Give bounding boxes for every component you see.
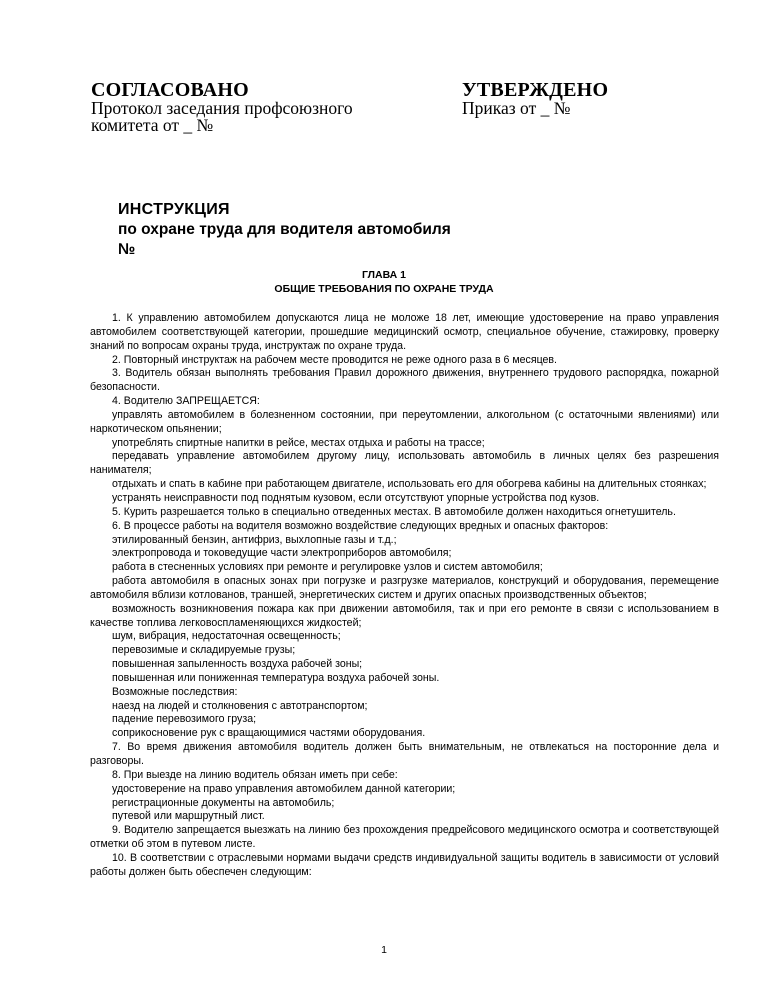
approval-block-approved xyxy=(462,80,608,117)
chapter-name: ОБЩИЕ ТРЕБОВАНИЯ ПО ОХРАНЕ ТРУДА xyxy=(274,283,494,295)
paragraph: 9. Водителю запрещается выезжать на линию без прохождения предрейсового медицинского осмотра и соответствующей отметки об этом в путевом листе. xyxy=(90,824,719,851)
list-item: отдыхать и спать в кабине при работающем двигателе, использовать его для обогрева кабины на длительных стоянках; xyxy=(112,478,707,491)
instruction-body xyxy=(90,312,719,880)
approval-block-agreed xyxy=(91,80,353,134)
agreed-heading: СОГЛАСОВАНО xyxy=(91,79,249,101)
list-item: этилированный бензин, антифриз, выхлопные газы и т.д.; xyxy=(112,533,397,546)
chapter-heading xyxy=(90,268,678,296)
list-item: регистрационные документы на автомобиль; xyxy=(112,796,335,809)
list-item: повышенная запыленность воздуха рабочей зоны; xyxy=(112,658,363,671)
list-item: возможность возникновения пожара как при движении автомобиля, так и при его ремонте в связи с использованием в качестве топлива легковоспламеняющихся жидкостей; xyxy=(90,602,719,629)
paragraph: 8. При выезде на линию водитель обязан иметь при себе: xyxy=(112,768,398,781)
paragraph: 1. К управлению автомобилем допускаются лица не моложе 18 лет, имеющие удостоверение на право управления автомобилем соответствующей категории, прошедшие медицинский осмотр, специальное обучение, стажировку, проверку знаний по вопросам охраны труда, инструктаж по охране труда. xyxy=(90,312,719,352)
list-item: путевой или маршрутный лист. xyxy=(112,810,265,823)
list-item: работа в стесненных условиях при ремонте и регулировке узлов и систем автомобиля; xyxy=(112,561,543,574)
list-item: наезд на людей и столкновения с автотранспортом; xyxy=(112,699,368,712)
paragraph: 4. Водителю ЗАПРЕЩАЕТСЯ: xyxy=(112,395,260,408)
list-item: употреблять спиртные напитки в рейсе, местах отдыха и работы на трассе; xyxy=(112,436,485,449)
list-item: устранять неисправности под поднятым кузовом, если отсутствуют упорные устройства под кузов. xyxy=(112,491,600,504)
list-item: Возможные последствия: xyxy=(112,685,238,698)
list-item: перевозимые и складируемые грузы; xyxy=(112,644,296,657)
paragraph: 2. Повторный инструктаж на рабочем месте проводится не реже одного раза в 6 месяцев. xyxy=(112,353,557,366)
list-item: шум, вибрация, недостаточная освещенность; xyxy=(112,630,341,643)
list-item: электропровода и токоведущие части электроприборов автомобиля; xyxy=(112,547,452,560)
list-item: повышенная или пониженная температура воздуха рабочей зоны. xyxy=(112,671,440,684)
protocol-line: Протокол заседания профсоюзного xyxy=(91,98,353,118)
paragraph: 3. Водитель обязан выполнять требования Правил дорожного движения, внутреннего трудового распорядка, пожарной безопасности. xyxy=(90,367,719,394)
list-item: передавать управление автомобилем другому лицу, использовать автомобиль в личных целях без разрешения нанимателя; xyxy=(90,450,719,477)
list-item: управлять автомобилем в болезненном состоянии, при переутомлении, алкогольном (с остаточными явлениями) или наркотическом опьянении; xyxy=(90,408,719,435)
committee-line: комитета от _ № xyxy=(91,115,214,135)
title-number: № xyxy=(118,241,136,258)
title-subtitle: по охране труда для водителя автомобиля xyxy=(118,221,451,238)
title-main: ИНСТРУКЦИЯ xyxy=(118,201,230,218)
chapter-label: ГЛАВА 1 xyxy=(361,269,407,281)
paragraph: 7. Во время движения автомобиля водитель должен быть внимательным, не отвлекаться на посторонние дела и разговоры. xyxy=(90,741,719,767)
approved-heading: УТВЕРЖДЕНО xyxy=(462,79,609,101)
paragraph: 5. Курить разрешается только в специально отведенных местах. В автомобиле должен находиться огнетушитель. xyxy=(112,505,676,518)
list-item: падение перевозимого груза; xyxy=(112,713,257,726)
order-line: Приказ от _ № xyxy=(462,98,571,118)
paragraph: 6. В процессе работы на водителя возможно воздействие следующих вредных и опасных факторов: xyxy=(112,519,609,532)
list-item: удостоверение на право управления автомобилем данной категории; xyxy=(112,782,456,795)
page-number: 1 xyxy=(381,944,387,956)
document-title xyxy=(118,200,451,260)
list-item: работа автомобиля в опасных зонах при погрузке и разгрузке материалов, конструкций и оборудования, перемещение автомобиля вблизи котлованов, траншей, энергетических систем и других опасных производственных объектов; xyxy=(90,575,719,601)
paragraph: 10. В соответствии с отраслевыми нормами выдачи средств индивидуальной защиты водитель в зависимости от условий работы должен быть обеспечен следующим: xyxy=(90,851,719,878)
list-item: соприкосновение рук с вращающимися частями оборудования. xyxy=(112,727,426,740)
